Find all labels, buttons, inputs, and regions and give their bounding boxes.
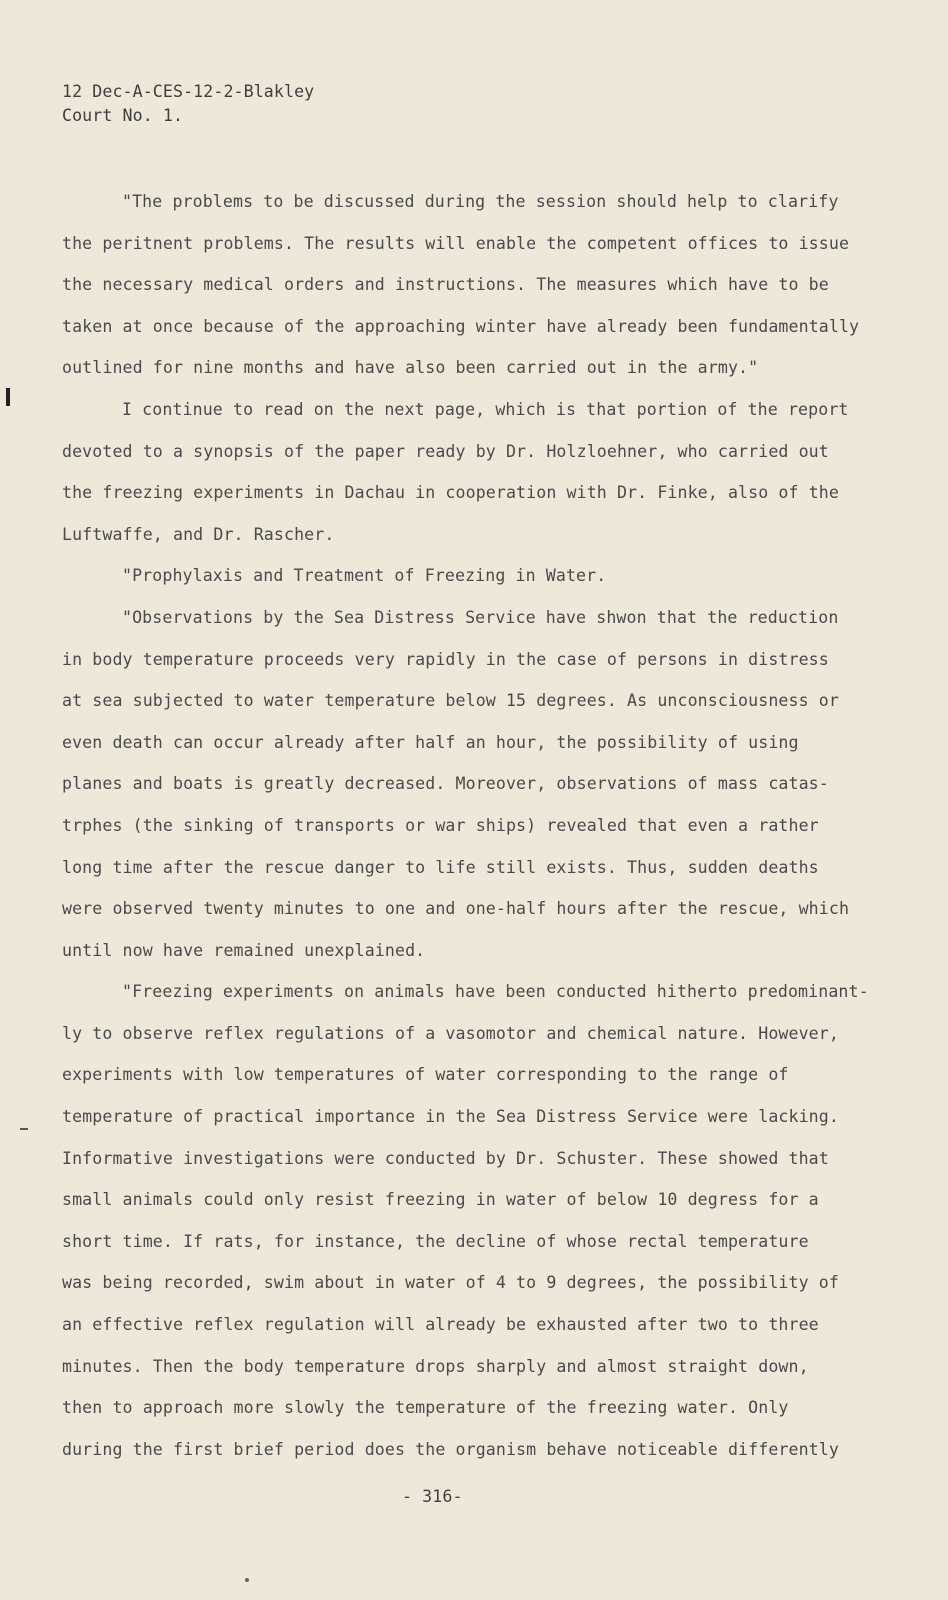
text-line: "The problems to be discussed during the session should help to clarify	[122, 192, 839, 211]
transcript-body	[62, 190, 882, 1479]
text-line: at sea subjected to water temperature below 15 degrees. As unconsciousness or	[62, 691, 839, 711]
text-line: until now have remained unexplained.	[62, 940, 426, 960]
text-line: taken at once because of the approaching winter have already been fundamentally	[62, 316, 860, 336]
text-line: an effective reflex regulation will already be exhausted after two to three	[62, 1315, 819, 1335]
text-line: trphes (the sinking of transports or war ships) revealed that even a rather	[62, 815, 819, 835]
text-line: outlined for nine months and have also been carried out in the army."	[62, 358, 759, 378]
text-line: Luftwaffe, and Dr. Rascher.	[62, 524, 335, 544]
text-line: "Observations by the Sea Distress Service have shwon that the reduction	[122, 607, 839, 627]
page-number: - 316-	[402, 1487, 463, 1506]
court-number: Court No. 1.	[62, 106, 184, 125]
text-line: short time. If rats, for instance, the decline of whose rectal temperature	[62, 1231, 809, 1251]
text-line: Informative investigations were conducted by Dr. Schuster. These showed that	[62, 1148, 829, 1168]
ink-dot	[245, 1578, 249, 1582]
text-line: during the first brief period does the organism behave noticeable differently	[62, 1439, 839, 1459]
margin-dash	[20, 1128, 28, 1130]
text-line: the peritnent problems. The results will enable the competent offices to issue	[62, 233, 850, 253]
text-line: minutes. Then the body temperature drops sharply and almost straight down,	[62, 1356, 809, 1376]
margin-mark	[6, 388, 10, 406]
text-line: even death can occur already after half an hour, the possibility of using	[62, 732, 799, 752]
text-line: were observed twenty minutes to one and one-half hours after the rescue, which	[62, 899, 850, 919]
text-line: ly to observe reflex regulations of a vasomotor and chemical nature. However,	[62, 1023, 839, 1043]
section-title: "Prophylaxis and Treatment of Freezing in Water.	[122, 566, 607, 586]
text-line: in body temperature proceeds very rapidly in the case of persons in distress	[62, 649, 829, 669]
text-line: experiments with low temperatures of water corresponding to the range of	[62, 1065, 789, 1085]
text-line: long time after the rescue danger to life still exists. Thus, sudden deaths	[62, 857, 819, 877]
text-line: was being recorded, swim about in water of 4 to 9 degrees, the possibility of	[62, 1273, 839, 1293]
case-reference: 12 Dec-A-CES-12-2-Blakley	[62, 82, 315, 101]
text-line: the freezing experiments in Dachau in cooperation with Dr. Finke, also of the	[62, 483, 839, 503]
document-header	[62, 80, 314, 128]
text-line: devoted to a synopsis of the paper ready by Dr. Holzloehner, who carried out	[62, 441, 829, 461]
text-line: then to approach more slowly the temperature of the freezing water. Only	[62, 1398, 789, 1418]
text-line: temperature of practical importance in the Sea Distress Service were lacking.	[62, 1107, 839, 1127]
text-line: I continue to read on the next page, which is that portion of the report	[122, 399, 849, 419]
text-line: planes and boats is greatly decreased. Moreover, observations of mass catas-	[62, 774, 829, 794]
text-line: small animals could only resist freezing in water of below 10 degress for a	[62, 1190, 819, 1210]
text-line: the necessary medical orders and instructions. The measures which have to be	[62, 275, 829, 295]
text-line: "Freezing experiments on animals have been conducted hitherto predominant-	[122, 982, 869, 1002]
